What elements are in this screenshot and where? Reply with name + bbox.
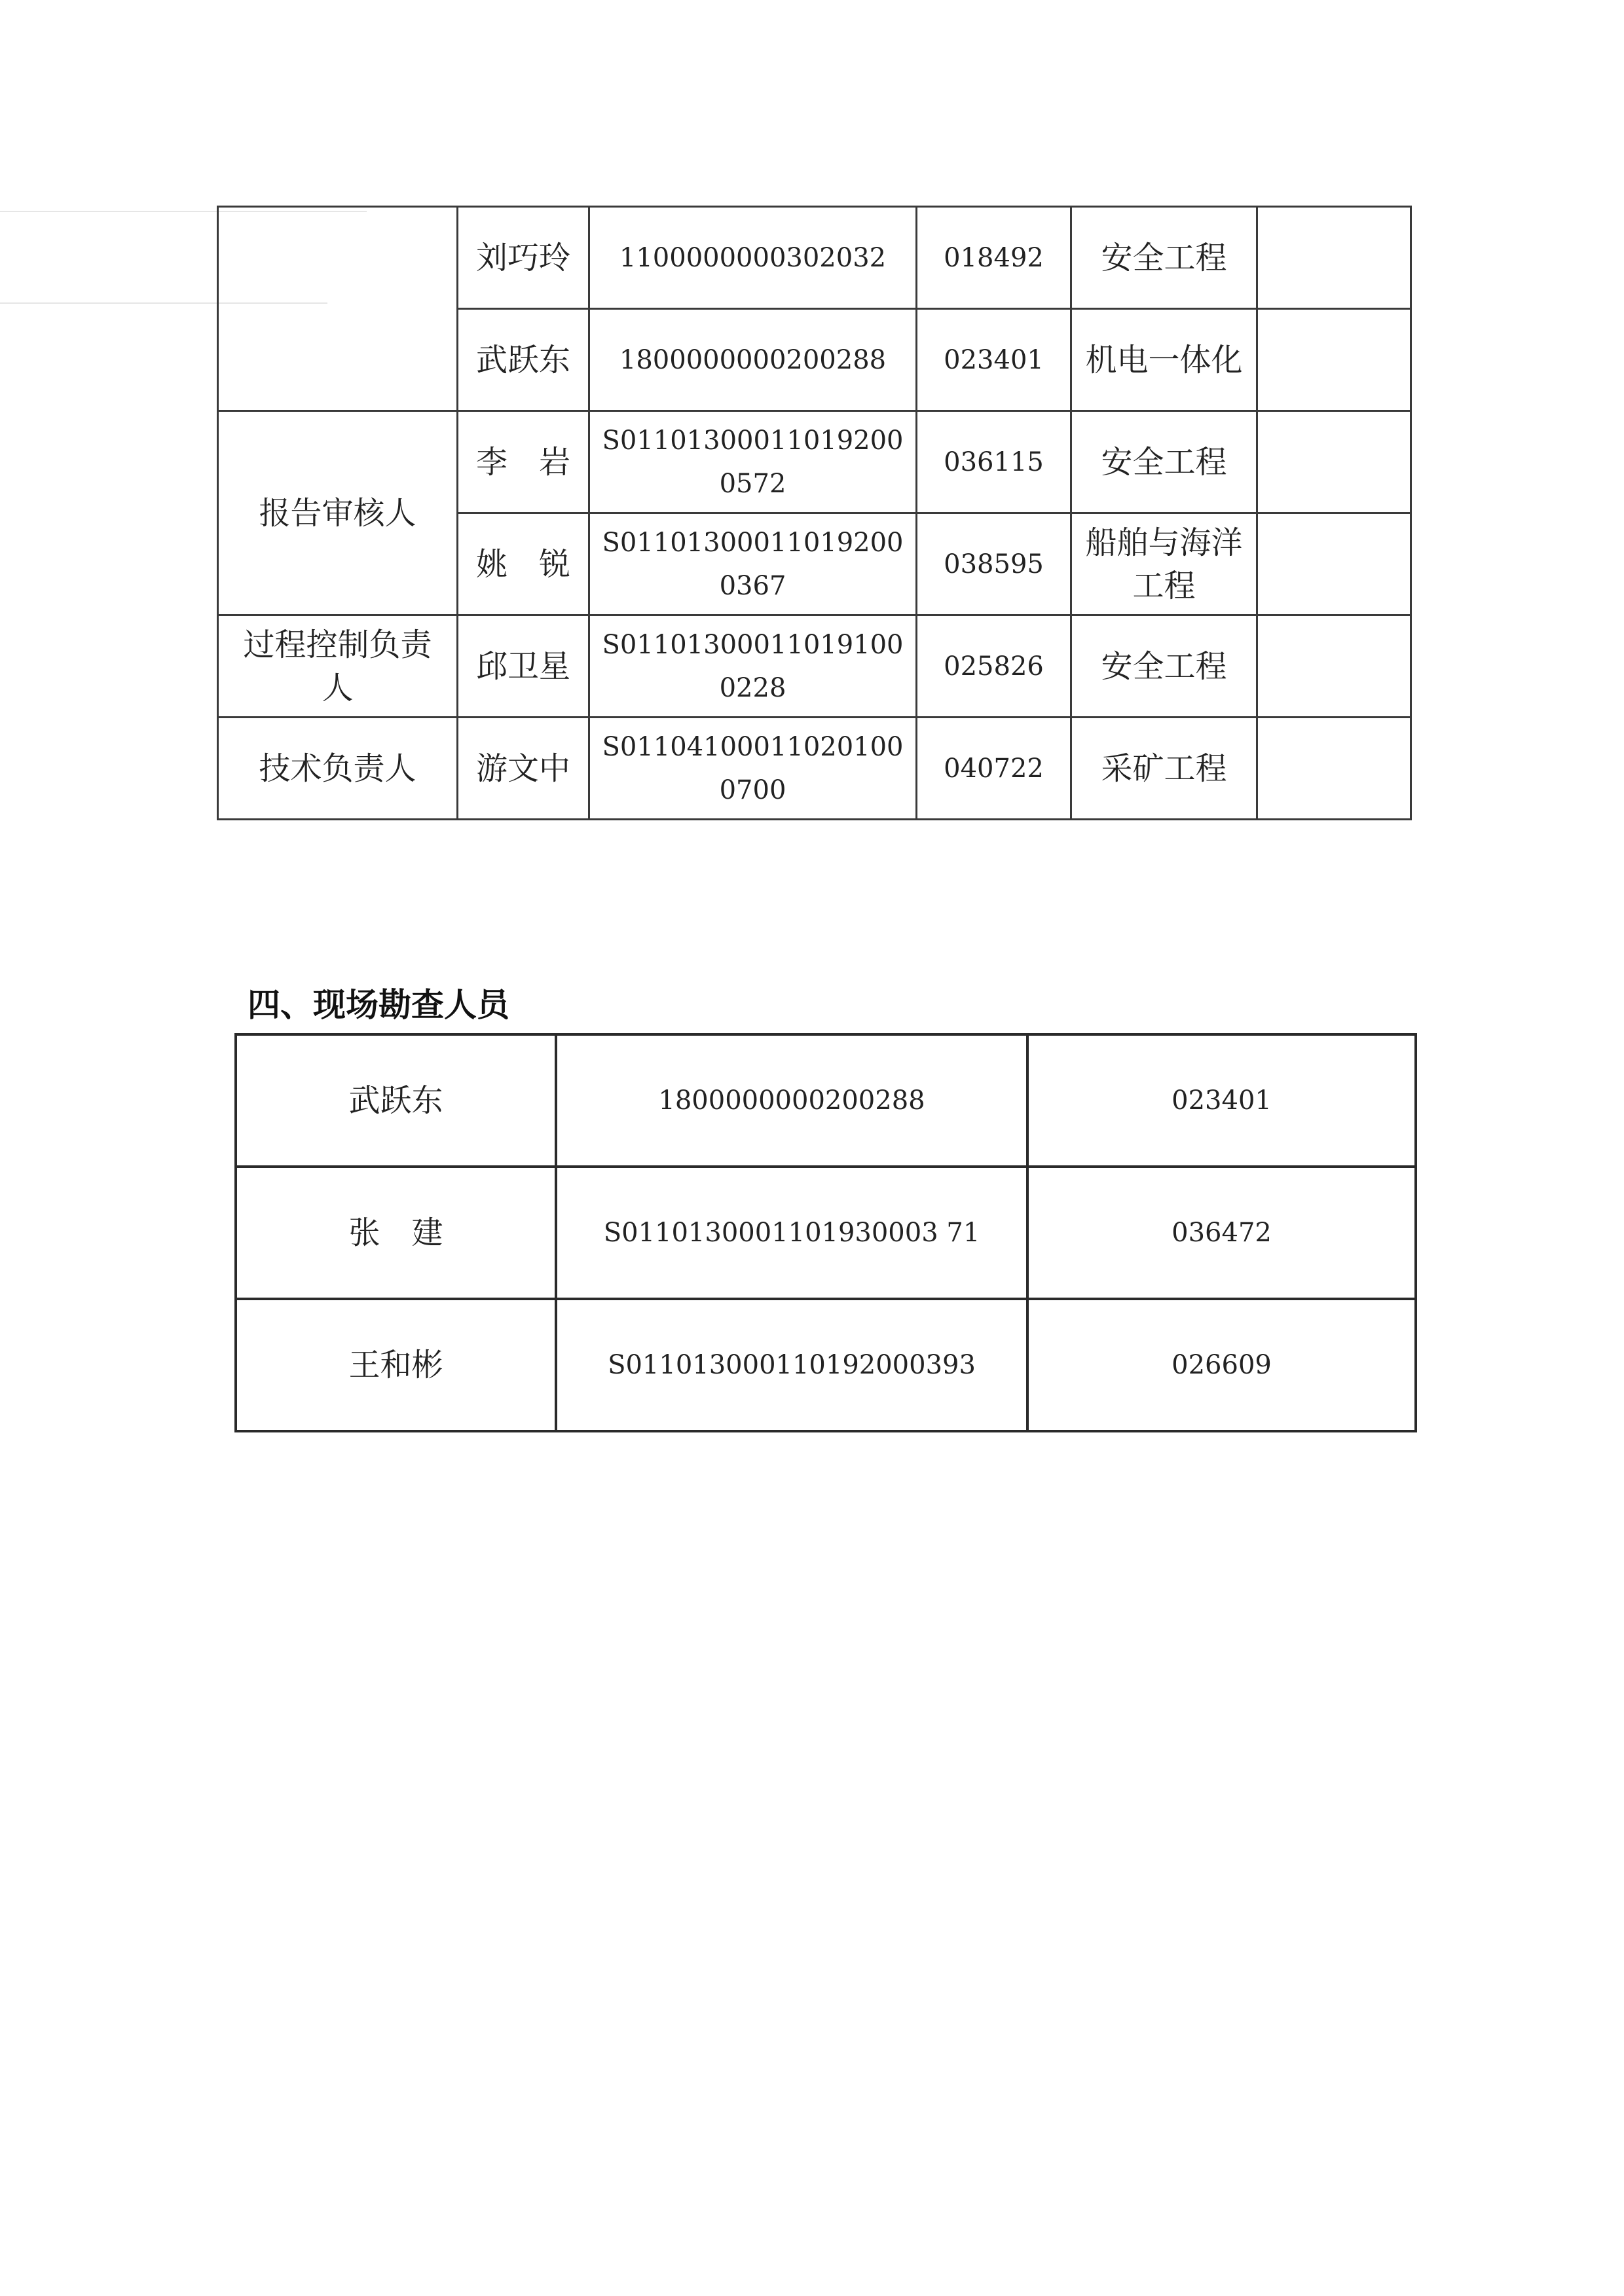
role-cell [218,207,458,411]
major-cell: 机电一体化 [1071,309,1257,411]
table-row [218,207,1411,309]
id-number-cell: 018492 [917,207,1071,309]
cert-number-cell: S011013000110192000572 [589,411,917,513]
id-number-cell: 036472 [1027,1167,1416,1299]
cert-number-cell: S011041000110201000700 [589,718,917,820]
cert-number-cell: S0110130001101930003 71 [556,1167,1027,1299]
extra-cell [1257,718,1411,820]
section-heading: 四、现场勘查人员 [248,986,509,1024]
role-cell: 报告审核人 [218,411,458,615]
table-row [218,615,1411,718]
role-cell: 技术负责人 [218,718,458,820]
table-row [218,411,1411,513]
cert-number-cell: S011013000110192000393 [556,1299,1027,1431]
major-cell: 安全工程 [1071,615,1257,718]
cert-number-cell: S011013000110191000228 [589,615,917,718]
id-number-cell: 023401 [1027,1034,1416,1167]
name-cell: 张 建 [236,1167,556,1299]
id-number-cell: 036115 [917,411,1071,513]
table-row [218,718,1411,820]
major-cell: 船舶与海洋工程 [1071,513,1257,615]
site-survey-table [234,1033,1417,1432]
name-cell: 李 岩 [458,411,589,513]
cert-number-cell: S011013000110192000367 [589,513,917,615]
table-row [236,1299,1416,1431]
cert-number-cell: 1800000000200288 [589,309,917,411]
name-cell: 王和彬 [236,1299,556,1431]
table-row [236,1034,1416,1167]
extra-cell [1257,513,1411,615]
name-cell: 姚 锐 [458,513,589,615]
staff-table [217,206,1412,820]
extra-cell [1257,411,1411,513]
extra-cell [1257,309,1411,411]
name-cell: 游文中 [458,718,589,820]
name-cell: 刘巧玲 [458,207,589,309]
cert-number-cell: 1100000000302032 [589,207,917,309]
major-cell: 安全工程 [1071,411,1257,513]
id-number-cell: 026609 [1027,1299,1416,1431]
major-cell: 采矿工程 [1071,718,1257,820]
extra-cell [1257,207,1411,309]
name-cell: 邱卫星 [458,615,589,718]
cert-number-cell: 1800000000200288 [556,1034,1027,1167]
role-cell: 过程控制负责人 [218,615,458,718]
id-number-cell: 038595 [917,513,1071,615]
table-row [236,1167,1416,1299]
id-number-cell: 040722 [917,718,1071,820]
name-cell: 武跃东 [236,1034,556,1167]
name-cell: 武跃东 [458,309,589,411]
major-cell: 安全工程 [1071,207,1257,309]
id-number-cell: 023401 [917,309,1071,411]
id-number-cell: 025826 [917,615,1071,718]
extra-cell [1257,615,1411,718]
